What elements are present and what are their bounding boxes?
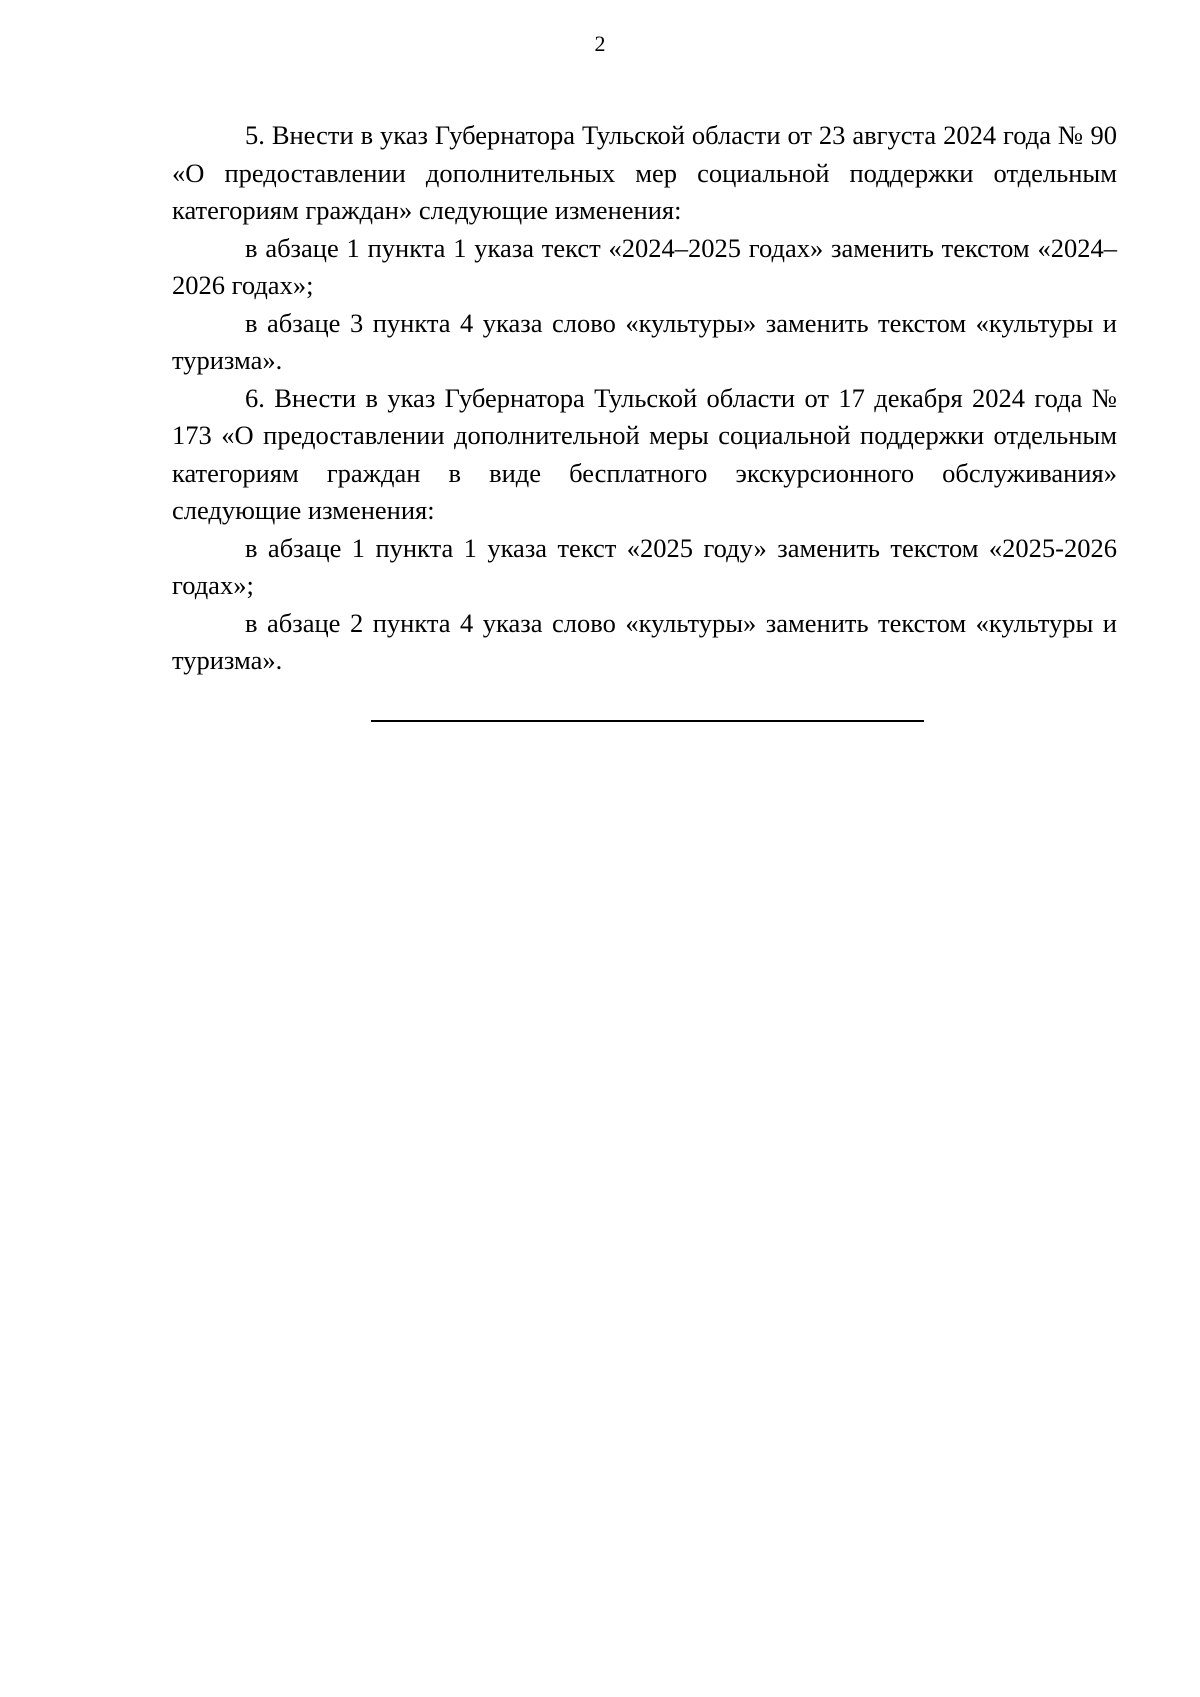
paragraph-item-5: 5. Внести в указ Губернатора Тульской области от 23 августа 2024 года № 90 «О предоставлении дополнительных мер социальной поддержки отдельным категориям граждан» следующие изменения:: [172, 120, 1117, 225]
page-number: 2: [594, 31, 606, 56]
paragraph-item-5-amendment-1: в абзаце 1 пункта 1 указа текст «2024–2025 годах» заменить текстом «2024–2026 годах»;: [172, 232, 1117, 300]
paragraph-item-6-amendment-1: в абзаце 1 пункта 1 указа текст «2025 году» заменить текстом «2025-2026 годах»;: [172, 532, 1117, 600]
paragraph-item-5-amendment-2: в абзаце 3 пункта 4 указа слово «культуры» заменить текстом «культуры и туризма».: [172, 307, 1117, 375]
paragraph-item-6-amendment-2: в абзаце 2 пункта 4 указа слово «культуры» заменить текстом «культуры и туризма».: [172, 607, 1117, 675]
document-body: [172, 117, 1117, 680]
end-divider-line: [371, 720, 924, 722]
paragraph-item-6: 6. Внести в указ Губернатора Тульской области от 17 декабря 2024 года № 173 «О предоставлении дополнительной меры социальной поддержки отдельным категориям граждан в виде бесплатного экскурсионного обслуживания» следующие изменения:: [172, 382, 1117, 525]
